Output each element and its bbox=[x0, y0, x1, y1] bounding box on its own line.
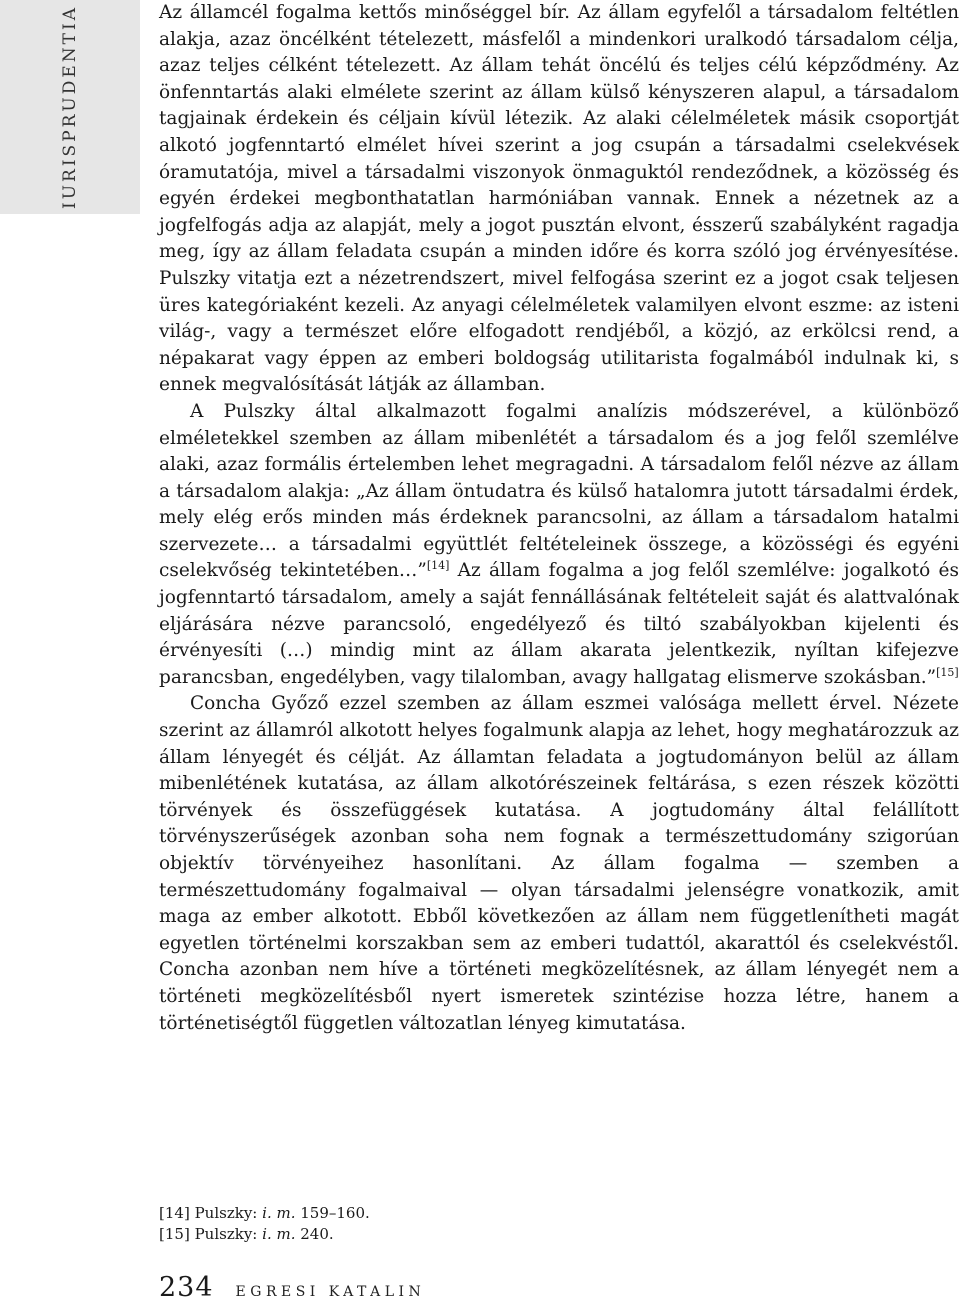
footnotes bbox=[159, 1203, 759, 1245]
footnote-abbr: i. m. bbox=[262, 1204, 296, 1222]
footnote-marker: [14] bbox=[159, 1204, 190, 1222]
footnote-marker: [15] bbox=[159, 1225, 190, 1243]
footnote-pages: 240. bbox=[300, 1225, 334, 1243]
paragraph-1-text: Az államcél fogalma kettős minőséggel bír. Az állam egyfelől a társadalom feltétlen alakja, azaz öncélként tételezett, másfelől a mindenkori uralkodó társadalom célja, azaz teljes célként tételezett. Az állam tehát öncélú és teljes célú képződmény. Az önfenntartás alaki elmélete szerint az állam külső kényszeren alapul, a társadalom tagjainak érdekein és céljain kívül létezik. Az alaki célelméletek másik csoportját alkotó jogfenntartó elmélet hívei szerint a jog csupán a társadalmi cselekvések óramutatója, mivel a társadalmi viszonyok önmaguktól rendeződnek, a közösség és egyén érdekei megbonthatatlan harmóniában vannak. Ennek a nézetnek az a jogfelfogás adja az alapját, mely a jogot pusztán elvont, ésszerű szabályként ragadja meg, így az állam feladata csupán a minden időre és korra szóló jog érvényesítése. Pulszky vitatja ezt a nézetrendszert, mivel felfogása szerint ez a jogot csak teljesen üres kategóriaként kezeli. Az anyagi célelméletek valamilyen elvont eszme: az isteni világ-, vagy a természet előre elfogadott rendjéből, a közjó, az erkölcsi rend, a népakarat vagy éppen az emberi boldogság utilitarista fogalmából indulnak ki, s ennek megvalósítását látják az államban. bbox=[159, 2, 959, 396]
running-author: EGRESI KATALIN bbox=[235, 1284, 426, 1300]
page-number: 234 bbox=[159, 1272, 214, 1303]
paragraph-3-text: Concha Győző ezzel szemben az állam eszmei valósága mellett érvel. Nézete szerint az államról alkotott helyes fogalmunk alapja az lehet, hogy meghatározzuk az állam lényegét és célját. Az államtan feladata a jogtudományon belül az állam mibenlétének kutatása, az állam alkotórészeinek feltárása, s ezen részek közötti törvények és összefüggések kutatása. A jogtudomány által felállított törvényszerűségek azonban soha nem fognak a természettudomány szigorúan objektív törvényeihez hasonlítani. Az állam fogalma — szemben a természettudomány fogalmaival — olyan társadalmi jelenségre vonatkozik, amit maga az ember alkotott. Ebből következően az állam nem függetlenítheti magát egyetlen történelmi korszakban sem az emberi tudattól, akarattól és cselekvéstől. Concha azonban nem híve a történeti megközelítésnek, az állam lényegét nem a történeti megközelítésből nyert ismeretek szintézise hozza létre, hanem a történetiségtől független változatlan lényeg kimutatása. bbox=[159, 693, 959, 1034]
footnote-author: Pulszky: bbox=[194, 1204, 258, 1222]
footnote-15 bbox=[159, 1224, 759, 1245]
paragraph-1 bbox=[159, 0, 959, 399]
paragraph-2-continuation: Az állam fogalma a jog felől szemlélve: jogalkotó és jogfenntartó társadalom, amely a saját fennállásának feltételeit saját és alattvalónak eljárására nézve parancsoló, engedélyező és tiltó szabályokban kijelenti és érvényesíti (…) mindig mint az állam akarata jelentkezik, nyíltan kifejezve parancsban, engedélyben, vagy tilalomban, avagy hallgatag elismerve szokásban.” bbox=[159, 560, 959, 688]
page-footer bbox=[159, 1272, 759, 1303]
footnote-ref-15[interactable]: [15] bbox=[936, 665, 959, 679]
footnote-author: Pulszky: bbox=[194, 1225, 258, 1243]
section-tab-label: IURISPRUDENTIA bbox=[60, 4, 80, 210]
section-tab bbox=[0, 0, 140, 214]
article-body bbox=[159, 0, 959, 1037]
footnote-abbr: i. m. bbox=[262, 1225, 296, 1243]
paragraph-2-text: A Pulszky által alkalmazott fogalmi analízis módszerével, a különböző elméletekkel szemben az állam mibenlétét a társadalom és a jog felől szemlélve alaki, azaz formális értelemben lehet megragadni. A társadalom felől nézve az állam a társadalom alakja: „Az állam öntudatra és külső hatalomra jutott társadalmi érdek, mely elég erős minden más érdeknek parancsolni, az állam a társadalom hatalmi szervezete… a társadalmi együttlét feltételeinek összege, a közösségi és egyéni cselekvőség tekintetében…” bbox=[159, 400, 959, 582]
footnote-ref-14[interactable]: [14] bbox=[426, 559, 450, 573]
footnote-14 bbox=[159, 1203, 759, 1224]
footnote-pages: 159–160. bbox=[300, 1204, 370, 1222]
paragraph-2 bbox=[159, 399, 959, 692]
paragraph-3 bbox=[159, 691, 959, 1037]
